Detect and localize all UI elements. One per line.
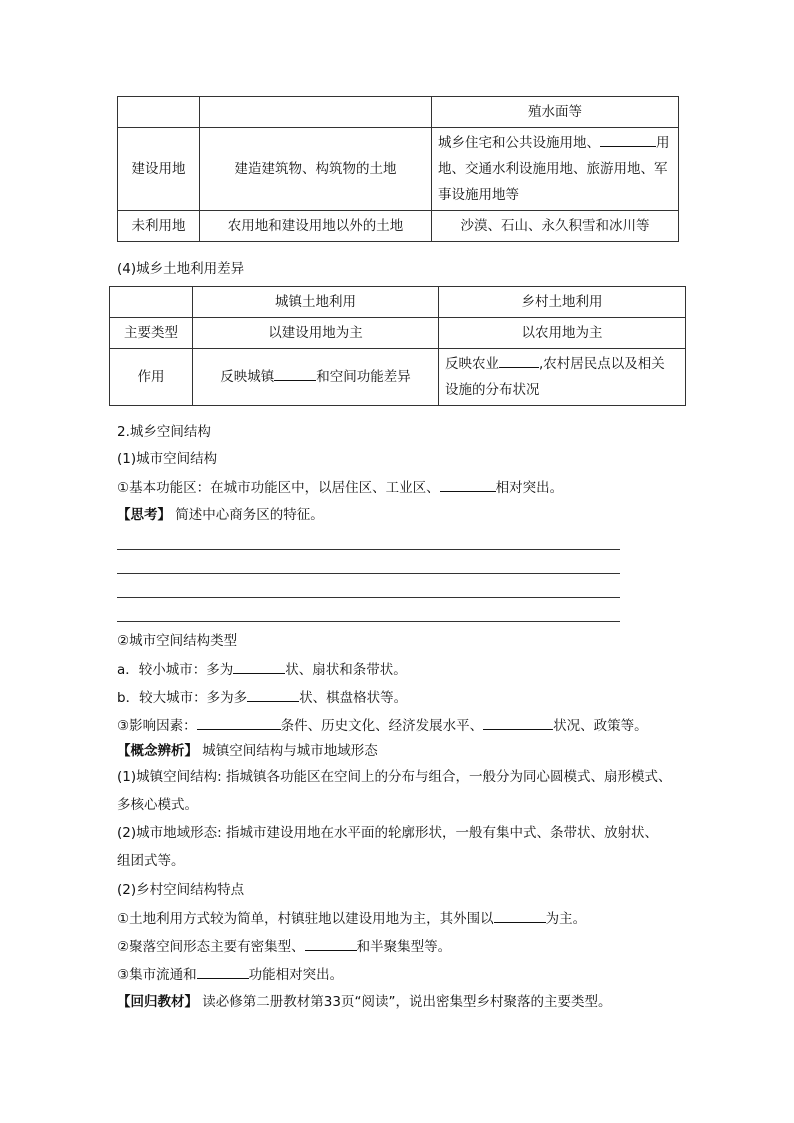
cell-text: 用 [656,135,670,151]
table-cell [439,349,686,406]
table-cell: 建设用地 [118,128,200,211]
paragraph [117,936,451,957]
text: a．较小城市：多为 [117,662,234,678]
fill-blank[interactable] [274,366,316,381]
table-cell: 乡村土地利用 [439,287,686,318]
table-row [118,211,679,242]
table-row [110,349,686,406]
paragraph: 组团式等。 [117,853,185,869]
table-cell: 主要类型 [110,318,193,349]
paragraph [117,659,407,680]
paragraph [117,964,343,985]
table-cell [432,128,679,211]
fill-blank[interactable] [600,132,656,147]
table-cell: 以农用地为主 [439,318,686,349]
text: 条件、历史文化、经济发展水平、 [280,718,484,734]
cell-text: ,农村居民点以及相关 [539,356,665,372]
answer-line[interactable] [117,549,620,550]
section-heading: 2.城乡空间结构 [117,424,211,440]
table-cell: 以建设用地为主 [193,318,439,349]
return-tag: 【回归教材】 [117,994,198,1010]
section-heading: (4)城乡土地利用差异 [117,261,245,277]
text: ③集市流通和 [117,967,197,983]
paragraph: (1)城镇空间结构: 指城镇各功能区在空间上的分布与组合，一般分为同心圆模式、扇形模式、 [117,769,672,785]
text: b．较大城市：多为多 [117,690,248,706]
fill-blank[interactable] [305,936,357,951]
subsection-heading: (2)乡村空间结构特点 [117,882,245,898]
think-tag: 【思考】 [117,507,171,523]
cell-text: 和空间功能差异 [316,369,411,385]
table-cell [118,97,200,128]
paragraph: (2)城市地域形态: 指城市建设用地在水平面的轮廓形状，一般有集中式、条带状、放射状、 [117,825,658,841]
text: 相对突出。 [495,480,564,496]
table-row [118,128,679,211]
paragraph [117,715,648,736]
cell-text: 反映农业 [445,356,499,372]
text: 为主。 [545,911,587,927]
subsection-heading: (1)城市空间结构 [117,451,218,467]
fill-blank[interactable] [233,659,285,674]
text: 状、棋盘格状等。 [299,690,408,706]
paragraph: ②城市空间结构类型 [117,633,238,649]
table-cell: 殖水面等 [432,97,679,128]
paragraph [117,477,563,498]
text: 城镇空间结构与城市地域形态 [202,743,378,759]
answer-line[interactable] [117,621,620,622]
concept-tag: 【概念辨析】 [117,743,198,759]
fill-blank[interactable] [499,353,539,368]
table-cell: 城镇土地利用 [193,287,439,318]
cell-text: 事设施用地等 [438,187,519,203]
paragraph: 多核心模式。 [117,797,198,813]
table-row [118,97,679,128]
text: 状、扇状和条带状。 [285,662,407,678]
text: ③影响因素： [117,718,197,734]
fill-blank[interactable] [440,477,496,492]
text: ①土地利用方式较为简单，村镇驻地以建设用地为主，其外围以 [117,911,494,927]
fill-blank[interactable] [247,687,299,702]
paragraph [117,992,611,1012]
text: 功能相对突出。 [248,967,344,983]
cell-text: 设施的分布状况 [445,382,540,398]
cell-text: 地、交通水利设施用地、旅游用地、军 [438,161,668,177]
answer-line[interactable] [117,597,620,598]
table-row [110,318,686,349]
table-cell [200,97,432,128]
paragraph [117,908,586,929]
table-cell: 农用地和建设用地以外的土地 [200,211,432,242]
land-use-table [117,96,679,242]
text: 简述中心商务区的特征。 [175,507,324,523]
urban-rural-table [109,286,686,406]
table-row [110,287,686,318]
answer-line[interactable] [117,573,620,574]
fill-blank[interactable] [197,715,281,730]
table-cell [110,287,193,318]
text: 和半聚集型等。 [356,939,452,955]
fill-blank[interactable] [197,964,249,979]
paragraph [117,505,324,525]
paragraph [117,741,378,761]
table-cell [193,349,439,406]
cell-text: 城乡住宅和公共设施用地、 [438,135,600,151]
text: 读必修第二册教材第33页“阅读”，说出密集型乡村聚落的主要类型。 [202,994,612,1010]
paragraph [117,687,407,708]
text: ①基本功能区：在城市功能区中，以居住区、工业区、 [117,480,440,496]
text: 状况、政策等。 [553,718,648,734]
table-cell: 沙漠、石山、永久积雪和冰川等 [432,211,679,242]
text: ②聚落空间形态主要有密集型、 [117,939,305,955]
fill-blank[interactable] [494,908,546,923]
cell-text: 反映城镇 [220,369,275,385]
table-cell: 未利用地 [118,211,200,242]
table-cell: 建造建筑物、构筑物的土地 [200,128,432,211]
fill-blank[interactable] [483,715,553,730]
table-cell: 作用 [110,349,193,406]
